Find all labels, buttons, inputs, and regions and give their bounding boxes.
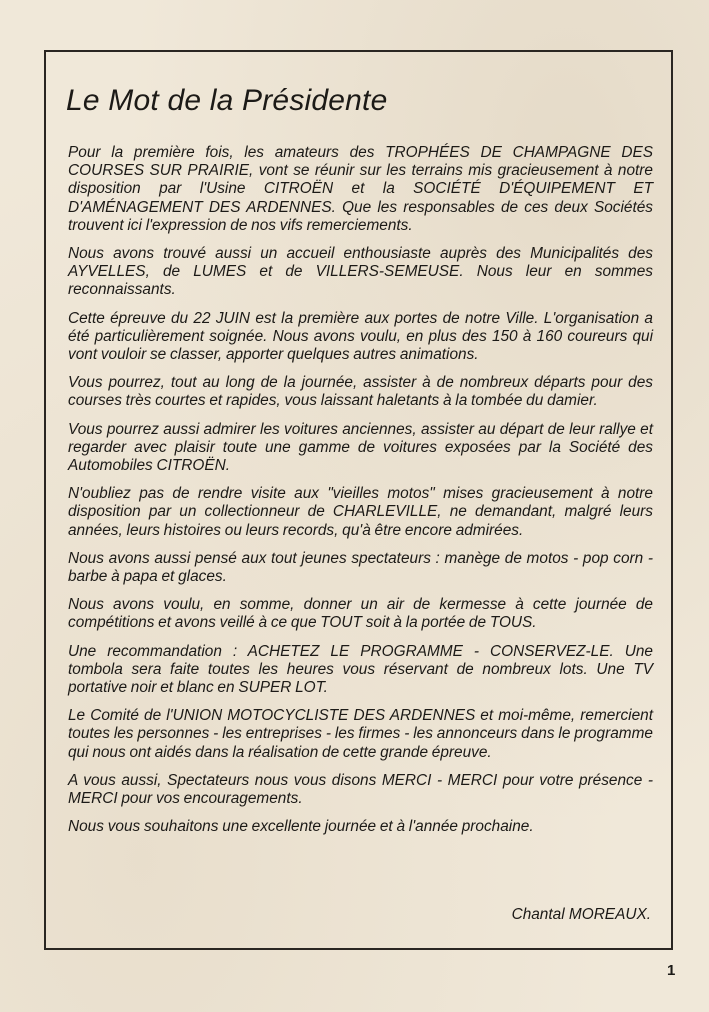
letter-body [68,144,653,847]
signature: Chantal MOREAUX. [511,906,651,923]
paragraph-fair-atmosphere: Nous avons voulu, en somme, donner un air de kermesse à cette journée de compétitions et avons veillé à ce que TOUT soit à la portée de TOUS. [68,596,653,632]
page-title: Le Mot de la Présidente [66,84,388,117]
paragraph-closing-wish: Nous vous souhaitons une excellente journée et à l'année prochaine. [68,818,534,836]
paragraph-spectator-thanks: A vous aussi, Spectateurs nous vous disons MERCI - MERCI pour votre présence - MERCI pour vos encouragements. [68,771,653,808]
paragraph-races: Vous pourrez, tout au long de la journée, assister à de nombreux départs pour des courses très courtes et rapides, vous laissant haletants à la tombée du damier. [68,374,653,410]
paragraph-municipalities: Nous avons trouvé aussi un accueil enthousiaste auprès des Municipalités des AYVELLES, de LUMES et de VILLERS-SEMEUSE. Nous leur en sommes reconnaissants. [68,245,653,299]
paragraph-young-spectators: Nous avons aussi pensé aux tout jeunes spectateurs : manège de motos - pop corn - barbe à papa et glaces. [68,549,653,586]
page-number: 1 [667,962,676,979]
paragraph-event-date: Cette épreuve du 22 JUIN est la première aux portes de notre Ville. L'organisation a été particulièrement soignée. Nous avons voulu, en plus des 150 à 160 coureurs qui vont vouloir se classer, apporter quelques autres animations. [68,309,653,364]
paragraph-committee-thanks: Le Comité de l'UNION MOTOCYCLISTE DES ARDENNES et moi-même, remercient toutes les personnes - les entreprises - les firmes - les annonceurs dans le programme qui nous ont aidés dans la réalisation de cette grande épreuve. [68,707,653,761]
paragraph-program-raffle: Une recommandation : ACHETEZ LE PROGRAMME - CONSERVEZ-LE. Une tombola sera faite toutes les heures vous réservant de nombreux lots. Une TV portative noir et blanc en SUPER LOT. [68,642,653,697]
paragraph-old-cars: Vous pourrez aussi admirer les voitures anciennes, assister au départ de leur rallye et regarder avec plaisir toute une gamme de voitures exposées par la Société des Automobiles CITROËN. [68,420,653,475]
paragraph-thanks-sites: Pour la première fois, les amateurs des TROPHÉES DE CHAMPAGNE DES COURSES SUR PRAIRIE, vont se réunir sur les terrains mis gracieusement à notre disposition par l'Usine CITROËN et la SOCIÉTÉ D'ÉQUIPEMENT ET D'AMÉNAGEMENT DES ARDENNES. Que les responsables de ces deux Sociétés trouvent ici l'expression de nos vifs remerciements. [68,144,653,234]
paragraph-old-motorcycles: N'oubliez pas de rendre visite aux "vieilles motos" mises gracieusement à notre disposition par un collectionneur de CHARLEVILLE, ne demandant, malgré leurs années, leurs histoires ou leurs records, qu'à être encore admirées. [68,485,653,539]
